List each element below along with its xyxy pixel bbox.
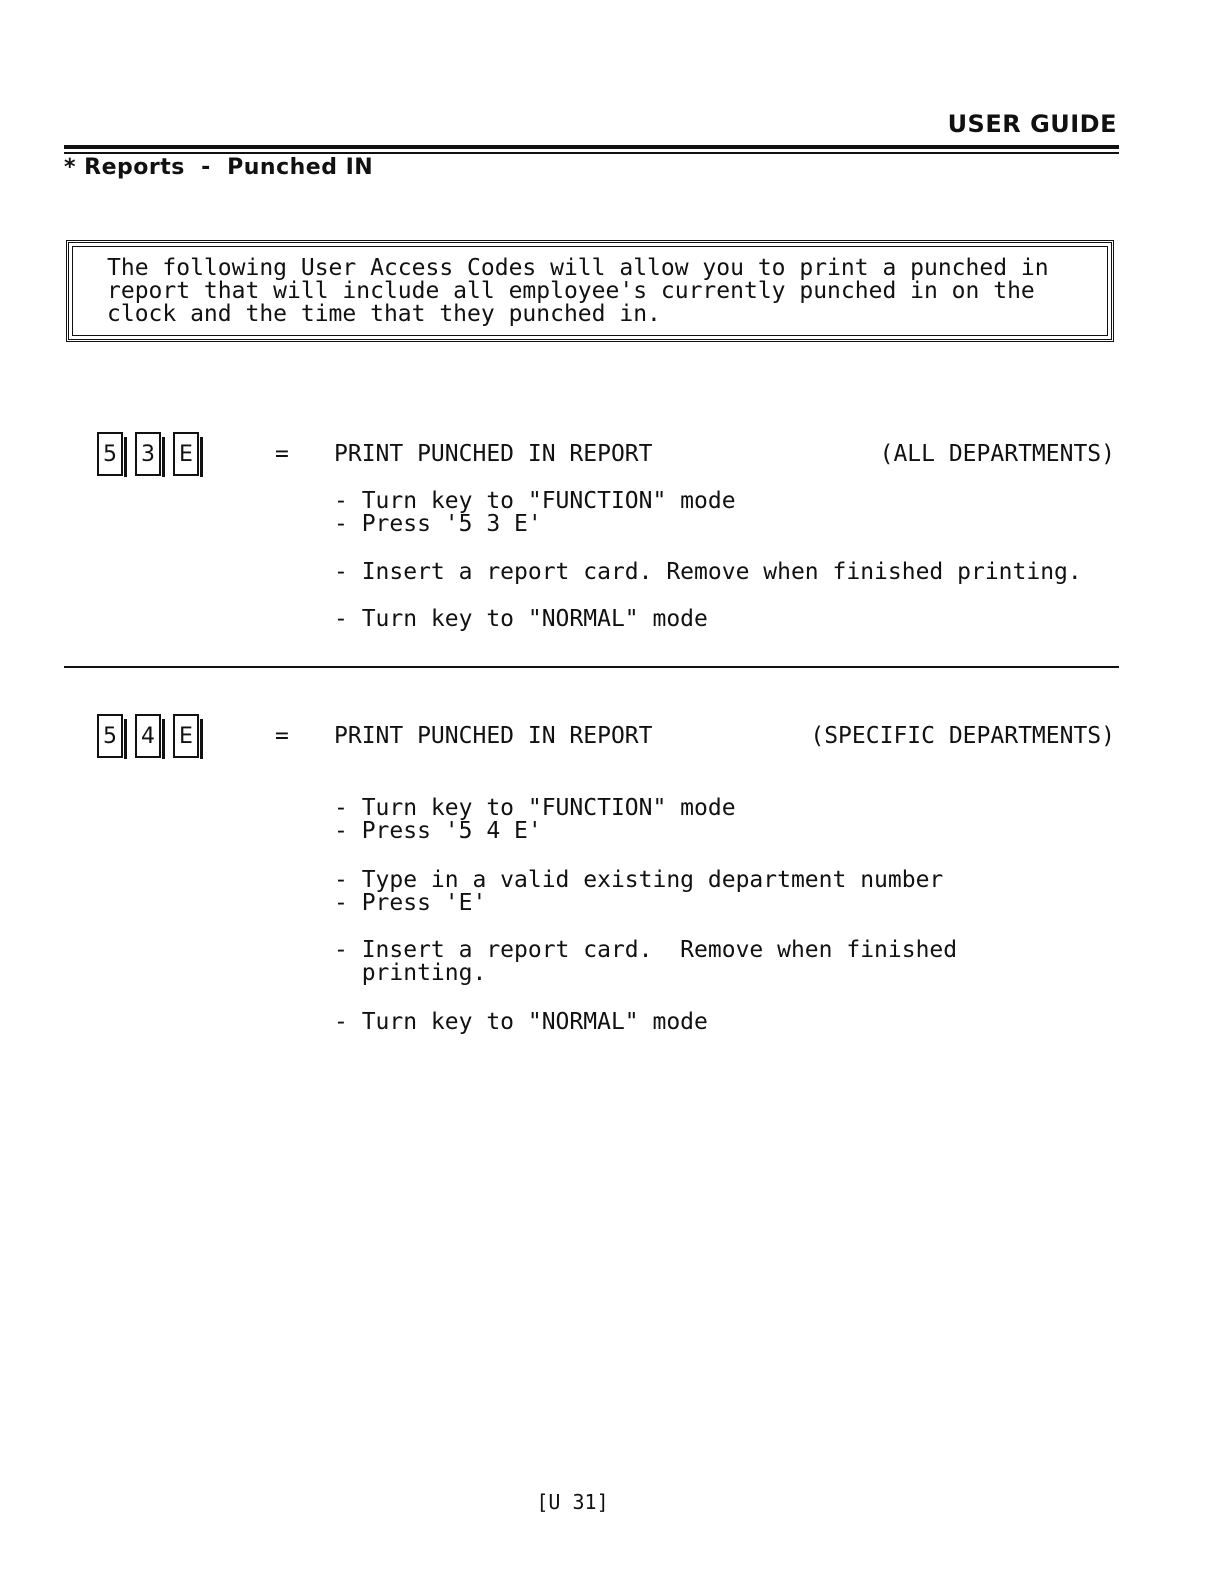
key-e: E bbox=[173, 714, 199, 758]
key-4: 4 bbox=[135, 714, 161, 758]
code2-step: - Insert a report card. Remove when finished bbox=[334, 937, 958, 963]
code2-title: PRINT PUNCHED IN REPORT bbox=[334, 723, 653, 749]
code2-step: - Type in a valid existing department number bbox=[334, 867, 944, 893]
code2-scope: (SPECIFIC DEPARTMENTS) bbox=[810, 723, 1115, 749]
code1-title: PRINT PUNCHED IN REPORT bbox=[334, 441, 653, 467]
equals-sign: = bbox=[275, 441, 289, 467]
header-rule-thin bbox=[64, 152, 1119, 154]
section-divider bbox=[64, 666, 1119, 668]
code2-step: - Turn key to "NORMAL" mode bbox=[334, 1009, 708, 1035]
key-e: E bbox=[173, 432, 199, 476]
key-sequence-54e bbox=[97, 714, 199, 758]
key-sequence-53e bbox=[97, 432, 199, 476]
code2-step: - Press 'E' bbox=[334, 890, 487, 916]
section-title: * Reports - Punched IN bbox=[64, 155, 374, 180]
page-header-title: USER GUIDE bbox=[947, 110, 1117, 138]
code2-step: printing. bbox=[334, 960, 487, 986]
code1-step: - Turn key to "FUNCTION" mode bbox=[334, 488, 736, 514]
code1-scope: (ALL DEPARTMENTS) bbox=[879, 441, 1115, 467]
page-number: [U 31] bbox=[536, 1490, 609, 1514]
equals-sign: = bbox=[275, 723, 289, 749]
header-rule bbox=[64, 145, 1119, 149]
code1-step: - Insert a report card. Remove when finished printing. bbox=[334, 559, 1082, 585]
intro-box bbox=[66, 240, 1114, 342]
code2-step: - Turn key to "FUNCTION" mode bbox=[334, 795, 736, 821]
code2-step: - Press '5 4 E' bbox=[334, 818, 542, 844]
key-5: 5 bbox=[97, 432, 123, 476]
code1-step: - Turn key to "NORMAL" mode bbox=[334, 606, 708, 632]
intro-text: The following User Access Codes will allow you to print a punched in report that will include all employee's currently punched in on the clock and the time that they punched in. bbox=[107, 255, 1049, 327]
key-3: 3 bbox=[135, 432, 161, 476]
key-5: 5 bbox=[97, 714, 123, 758]
code1-step: - Press '5 3 E' bbox=[334, 511, 542, 537]
